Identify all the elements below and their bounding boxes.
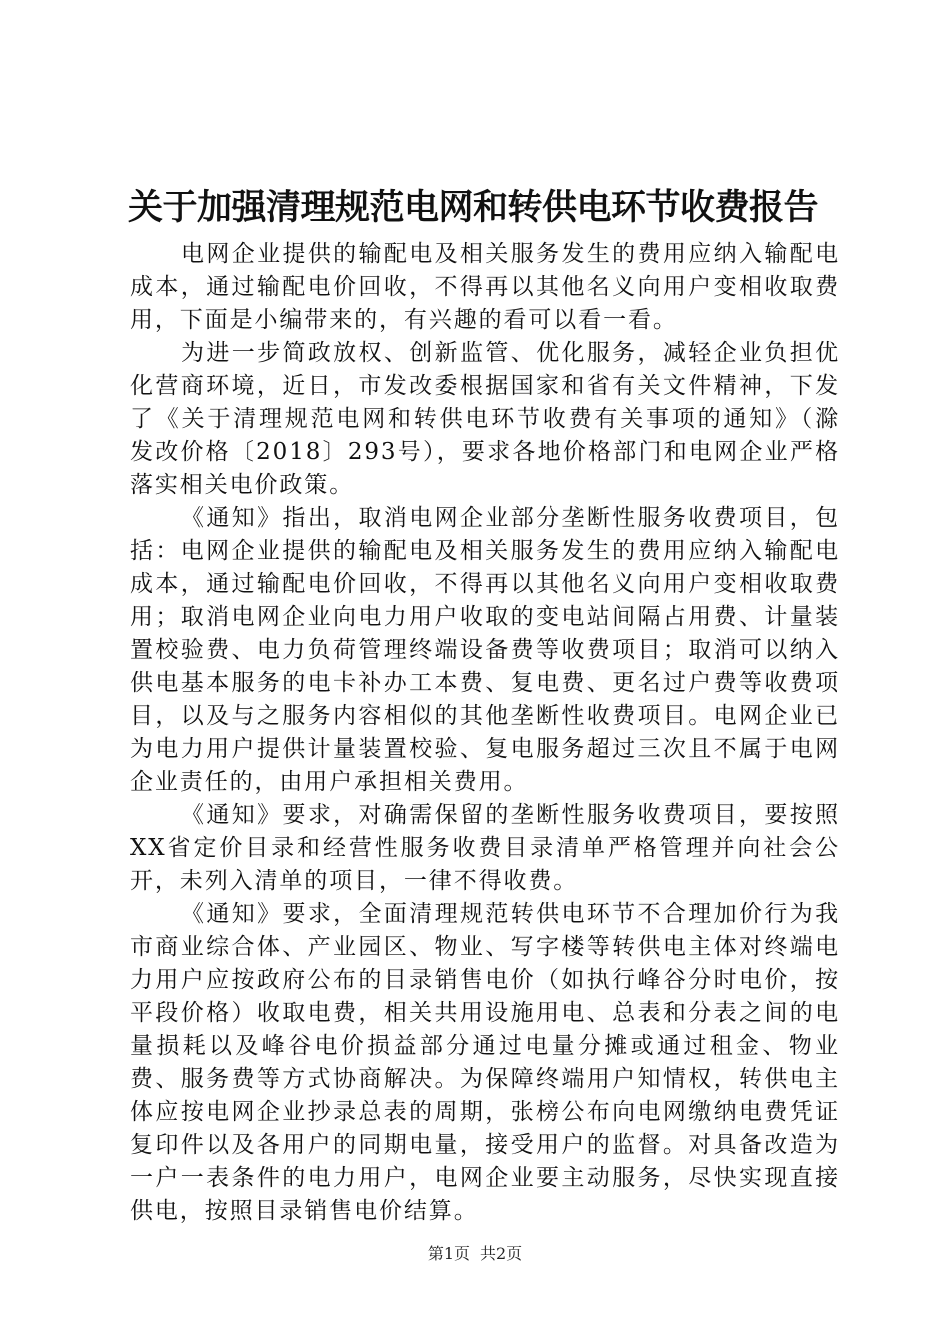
paragraph-transfer-supply: 《通知》要求，全面清理规范转供电环节不合理加价行为我市商业综合体、产业园区、物业、写字楼等转供电主体对终端电力用户应按政府公布的目录销售电价（如执行峰谷分时电价，按平段价格）收取电费，相关共用设施用电、总表和分表之间的电量损耗以及峰谷电价损益部分通过电量分摊或通过租金、物业费、服务费等方式协商解决。为保障终端用户知情权，转供电主体应按电网企业抄录总表的周期，张榜公布向电网缴纳电费凭证复印件以及各用户的同期电量，接受用户的监督。对具备改造为一户一表条件的电力用户，电网企业要主动服务，尽快实现直接供电，按照目录销售电价结算。: [130, 901, 840, 1224]
paragraph-cancel-fees: 《通知》指出，取消电网企业部分垄断性服务收费项目，包括：电网企业提供的输配电及相关服务发生的费用应纳入输配电成本，通过输配电价回收，不得再以其他名义向用户变相收取费用；取消电网企业向电力用户收取的变电站间隔占用费、计量装置校验费、电力负荷管理终端设备费等收费项目；取消可以纳入供电基本服务的电卡补办工本费、复电费、更名过户费等收费项目，以及与之服务内容相似的其他垄断性收费项目。电网企业已为电力用户提供计量装置校验、复电服务超过三次且不属于电网企业责任的，由用户承担相关费用。: [130, 505, 840, 795]
paragraph-retained-fees: 《通知》要求，对确需保留的垄断性服务收费项目，要按照XX省定价目录和经营性服务收费目录清单严格管理并向社会公开，未列入清单的项目，一律不得收费。: [130, 802, 840, 894]
paragraph-background: 为进一步简政放权、创新监管、优化服务，减轻企业负担优化营商环境，近日，市发改委根据国家和省有关文件精神，下发了《关于清理规范电网和转供电环节收费有关事项的通知》（滁发改价格〔2018〕293号），要求各地价格部门和电网企业严格落实相关电价政策。: [130, 340, 840, 498]
page-number: 第1页: [427, 1244, 470, 1263]
document-title: 关于加强清理规范电网和转供电环节收费报告: [128, 188, 819, 228]
document-body: [130, 238, 840, 1228]
page-footer: [0, 1244, 950, 1264]
page-total: 共2页: [480, 1244, 523, 1263]
paragraph-intro: 电网企业提供的输配电及相关服务发生的费用应纳入输配电成本，通过输配电价回收，不得再以其他名义向用户变相收取费用，下面是小编带来的，有兴趣的看可以看一看。: [130, 241, 840, 333]
